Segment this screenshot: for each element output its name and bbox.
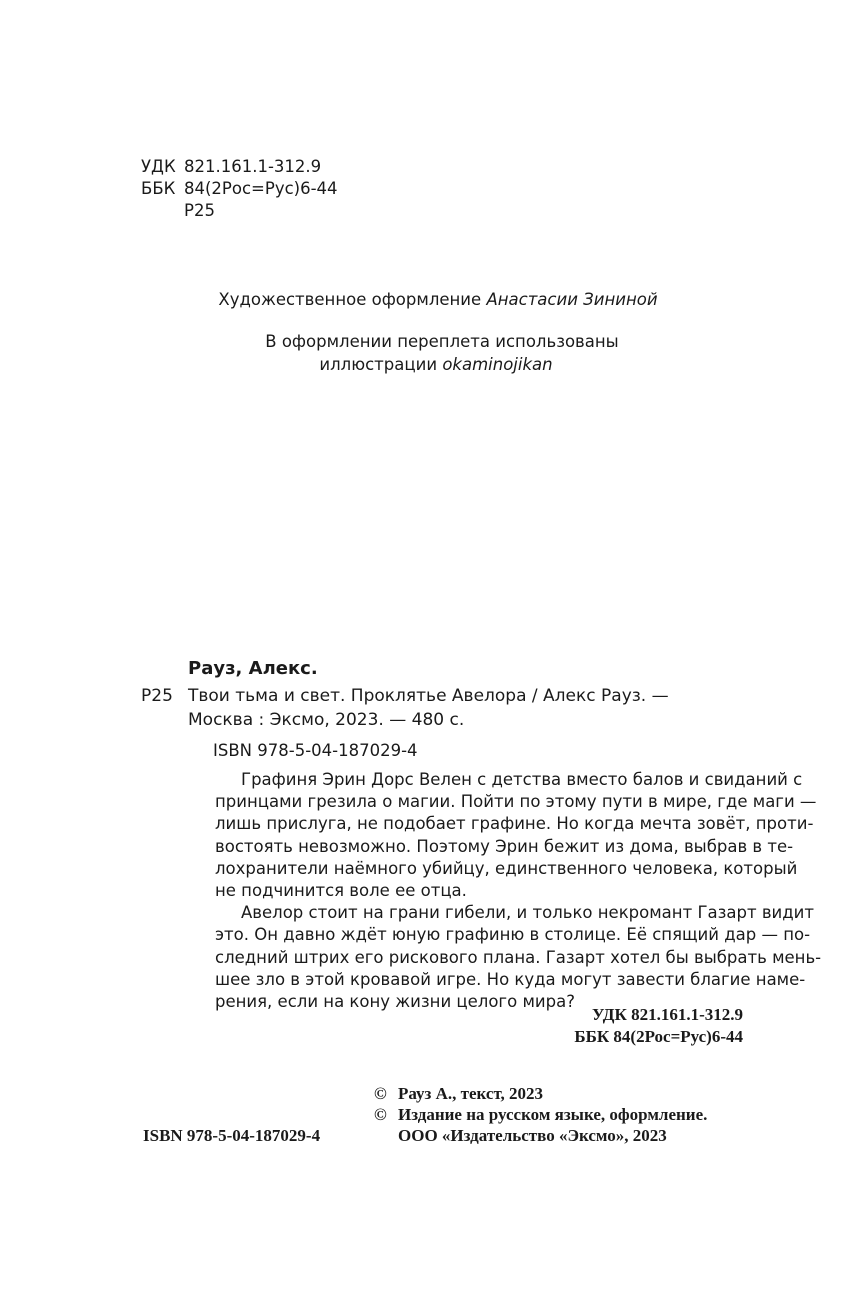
- annotation-p2-line: рения, если на кону жизни целого мира?: [215, 992, 575, 1012]
- copyright-publisher-line1: Издание на русском языке, оформление.: [398, 1105, 708, 1124]
- annotation-p1-line: Графиня Эрин Дорс Велен с детства вместо балов и свиданий с: [241, 770, 803, 789]
- design-credit-name: Анастасии Зининой: [486, 290, 658, 309]
- annotation-p2-line: шее зло в этой кровавой игре. Но куда могут завести благие наме-: [215, 969, 806, 989]
- annotation-p2-line: следний штрих его рискового плана. Газарт хотел бы выбрать мень-: [215, 947, 822, 967]
- annotation-p1-line: востоять невозможно. Поэтому Эрин бежит из дома, выбрав в те-: [215, 836, 794, 856]
- illustrations-prefix: иллюстрации: [319, 355, 438, 374]
- copyright-author: Рауз А., текст, 2023: [398, 1084, 544, 1103]
- record-isbn: ISBN 978-5-04-187029-4: [213, 741, 418, 760]
- annotation-p2-line: это. Он давно ждёт юную графиню в столице. Её спящий дар — по-: [215, 925, 811, 945]
- bottom-udk: УДК 821.161.1-312.9: [592, 1005, 743, 1024]
- annotation: [215, 769, 822, 1013]
- bbk-label: ББК: [141, 179, 176, 198]
- record-author: Рауз, Алекс.: [188, 658, 318, 679]
- design-credit: [0, 288, 845, 312]
- annotation-p1-line: принцами грезила о магии. Пойти по этому пути в мире, где маги —: [215, 792, 817, 812]
- udk-value: 821.161.1-312.9: [184, 157, 322, 176]
- imprint-isbn: ISBN 978-5-04-187029-4: [143, 1126, 321, 1145]
- author-mark: Р25: [184, 201, 215, 220]
- copyright-symbol: ©: [374, 1105, 387, 1124]
- record-mark: Р25: [141, 686, 173, 706]
- bottom-bbk: ББК 84(2Рос=Рус)6-44: [574, 1027, 743, 1046]
- record-title-line1: Твои тьма и свет. Проклятье Авелора / Алекс Рауз. —: [188, 686, 669, 706]
- annotation-p1-line: лохранители наёмного убийцу, единственного человека, который: [215, 858, 798, 878]
- illustrations-name: okaminojikan: [442, 355, 553, 374]
- record-title-line2: Москва : Эксмо, 2023. — 480 с.: [188, 710, 465, 730]
- annotation-p2-line: Авелор стоит на грани гибели, и только некромант Газарт видит: [241, 903, 815, 923]
- illustrations-credit-line1: В оформлении переплета использованы: [265, 332, 619, 351]
- udk-label: УДК: [141, 157, 176, 176]
- copyright-publisher-line2: ООО «Издательство «Эксмо», 2023: [398, 1126, 667, 1145]
- illustrations-credit-line2: [0, 353, 845, 377]
- annotation-p1-line: не подчинится воле ее отца.: [215, 881, 467, 901]
- design-credit-prefix: Художественное оформление: [218, 290, 482, 309]
- bbk-value: 84(2Рос=Рус)6-44: [184, 179, 338, 198]
- annotation-p1-line: лишь прислуга, не подобает графине. Но когда мечта зовёт, проти-: [215, 814, 814, 834]
- copyright-symbol: ©: [374, 1084, 387, 1103]
